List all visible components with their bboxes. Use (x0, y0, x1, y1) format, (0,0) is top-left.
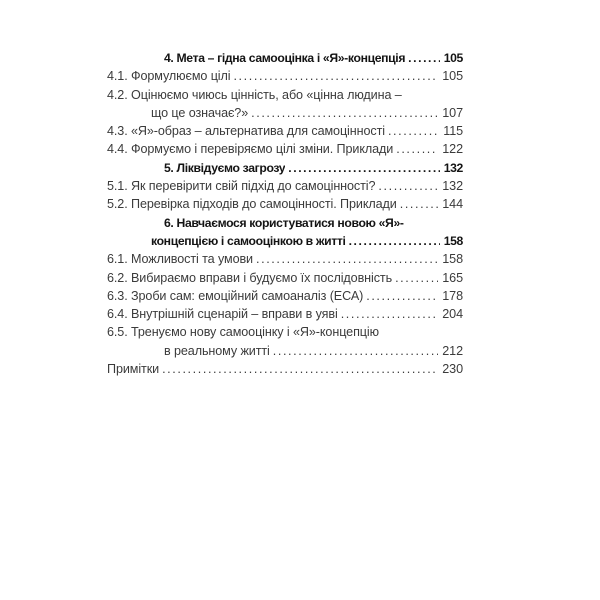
toc-page-number: 230 (442, 362, 463, 377)
toc-dot-leader (400, 195, 439, 213)
toc-dot-leader (378, 177, 438, 195)
toc-dot-leader (349, 232, 440, 250)
toc-dot-leader (366, 287, 438, 305)
toc-list (107, 49, 463, 378)
toc-dot-leader (256, 250, 438, 268)
toc-dot-leader (388, 122, 439, 140)
toc-dot-leader (341, 305, 439, 323)
toc-entry (107, 250, 463, 268)
toc-page-number: 107 (442, 105, 463, 120)
toc-entry-text: Примітки (107, 362, 160, 377)
toc-entry (107, 269, 463, 287)
toc-entry (107, 342, 463, 360)
toc-entry (107, 323, 463, 341)
toc-entry-text: 4.3. «Я»-образ – альтернатива для самоцінності (107, 124, 385, 139)
toc-entry (107, 360, 463, 378)
toc-page-number: 158 (443, 233, 463, 248)
toc-dot-leader (251, 104, 438, 122)
toc-entry-text: 6.3. Зроби сам: емоційний самоаналіз (ЕСА) (107, 288, 364, 303)
toc-entry (107, 122, 463, 140)
toc-entry (107, 67, 463, 85)
toc-entry (107, 140, 463, 158)
toc-entry (107, 104, 463, 122)
toc-entry (107, 49, 463, 67)
toc-entry-text: 6.2. Вибираємо вправи і будуємо їх послідовність (107, 270, 393, 285)
toc-page-number: 212 (442, 343, 463, 358)
toc-entry (107, 232, 463, 250)
toc-entry (107, 86, 463, 104)
toc-page-number: 105 (443, 51, 463, 65)
toc-entry-text: 5.2. Перевірка підходів до самоцінності. Приклади (107, 197, 397, 212)
toc-dot-leader (162, 360, 438, 378)
toc-dot-leader (288, 159, 439, 177)
toc-entry-text: 4.2. Оцінюємо чиюсь цінність, або «цінна людина – (107, 87, 402, 102)
toc-entry-text: 4. Мета – гідна самооцінка і «Я»-концепція (164, 51, 406, 65)
toc-page-number: 178 (442, 288, 463, 303)
toc-dot-leader (273, 342, 439, 360)
toc-entry-text: 5.1. Як перевірити свій підхід до самоцінності? (107, 179, 376, 194)
toc-page-number: 132 (442, 179, 463, 194)
toc-dot-leader (395, 269, 438, 287)
toc-page-number: 204 (442, 307, 463, 322)
toc-entry (107, 159, 463, 177)
toc-dot-leader (408, 49, 440, 67)
table-of-contents (107, 49, 463, 378)
toc-entry (107, 214, 463, 232)
toc-entry-text: в реальному житті (164, 343, 270, 358)
toc-dot-leader (233, 67, 438, 85)
toc-page-number: 144 (442, 197, 463, 212)
toc-page-number: 132 (443, 160, 463, 175)
toc-entry-text: що це означає?» (151, 105, 249, 120)
toc-entry-text: 4.1. Формулюємо цілі (107, 69, 231, 84)
toc-entry-text: 6.4. Внутрішній сценарій – вправи в уяві (107, 307, 338, 322)
toc-entry-text: концепцією і самооцінкою в житті (151, 233, 346, 248)
toc-entry (107, 287, 463, 305)
toc-dot-leader (396, 140, 438, 158)
toc-entry (107, 177, 463, 195)
toc-page-number: 165 (442, 270, 463, 285)
toc-entry-text: 4.4. Формуємо і перевіряємо цілі зміни. Приклади (107, 142, 394, 157)
toc-entry-text: 5. Ліквідуємо загрозу (164, 160, 286, 175)
toc-page-number: 115 (443, 124, 463, 139)
toc-entry-text: 6.1. Можливості та умови (107, 252, 253, 267)
toc-page-number: 105 (442, 69, 463, 84)
toc-page-number: 122 (442, 142, 463, 157)
toc-entry-text: 6. Навчаємося користуватися новою «Я»- (164, 215, 404, 230)
toc-entry (107, 195, 463, 213)
toc-entry-text: 6.5. Тренуємо нову самооцінку і «Я»-концепцію (107, 325, 379, 340)
toc-entry (107, 305, 463, 323)
toc-page-number: 158 (442, 252, 463, 267)
